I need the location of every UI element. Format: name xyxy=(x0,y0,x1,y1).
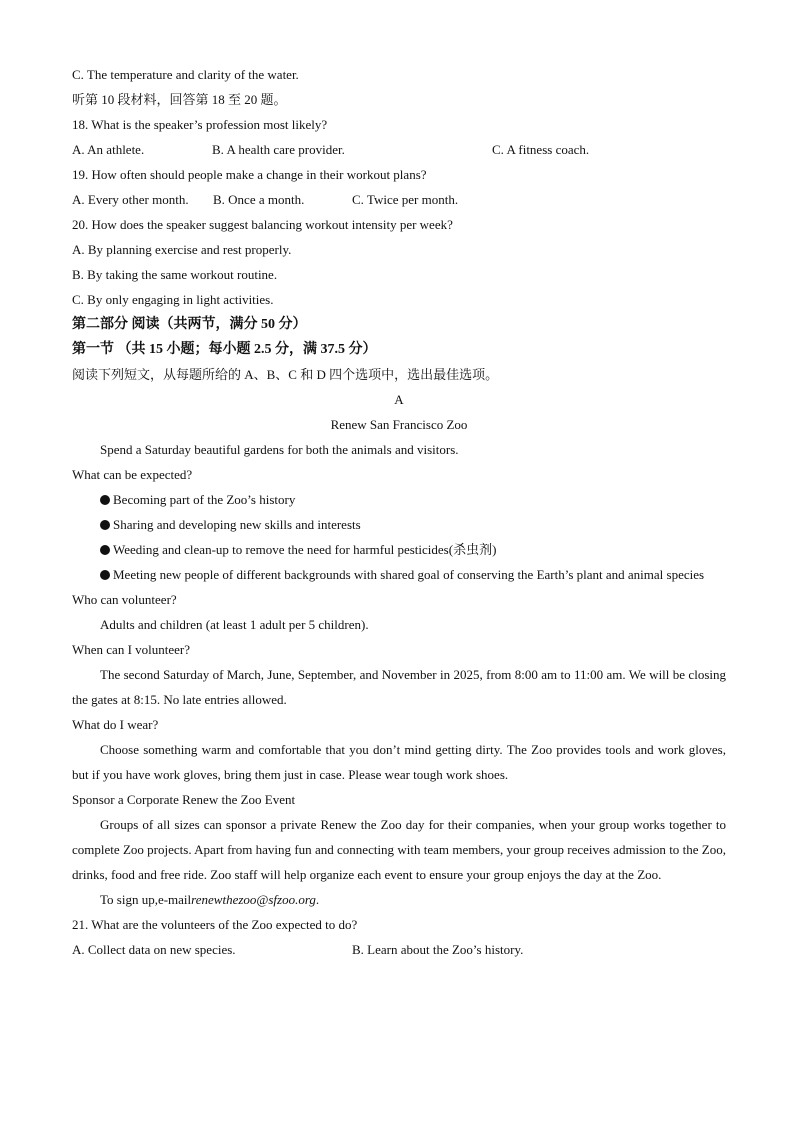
bullet-item: Becoming part of the Zoo’s history xyxy=(72,487,726,512)
q19-options xyxy=(72,187,726,212)
sponsor-text: Groups of all sizes can sponsor a private Renew the Zoo day for their companies, when your group works together to complete Zoo projects. Apart from having fun and connecting with team members, your group receives admission to the Zoo, drinks, food and free ride. Zoo staff will help organize each event to ensure your group enjoys the day at the Zoo. xyxy=(72,817,726,882)
passage-title: Renew San Francisco Zoo xyxy=(330,417,468,432)
bullet-item: Sharing and developing new skills and interests xyxy=(72,512,726,537)
expect-heading: What can be expected? xyxy=(72,467,193,482)
q21-options xyxy=(72,937,726,962)
section1-heading: 第一节 （共 15 小题；每小题 2.5 分，满 37.5 分） xyxy=(72,342,377,357)
q20-question: 20. How does the speaker suggest balancing workout intensity per week? xyxy=(72,217,453,232)
q21-option-a: A. Collect data on new species. xyxy=(72,942,236,957)
q20-option-b: B. By taking the same workout routine. xyxy=(72,267,278,282)
when-text: The second Saturday of March, June, September, and November in 2025, from 8:00 am to 11:00 am. We will be closing the gates at 8:15. No late entries allowed. xyxy=(72,667,726,707)
exam-page xyxy=(72,62,726,962)
q18-option-a: A. An athlete. xyxy=(72,142,145,157)
q17-option-c: C. The temperature and clarity of the water. xyxy=(72,67,299,82)
q18-options xyxy=(72,137,726,162)
reading-instruction: 阅读下列短文，从每题所给的 A、B、C 和 D 四个选项中，选出最佳选项。 xyxy=(72,367,499,382)
bullet-item: Meeting new people of different backgrounds with shared goal of conserving the Earth’s plant and animal species xyxy=(72,562,726,587)
signup-email-link[interactable]: renewthezoo@sfzoo.org xyxy=(191,892,316,907)
sponsor-heading: Sponsor a Corporate Renew the Zoo Event xyxy=(72,792,296,807)
q18-option-c: C. A fitness coach. xyxy=(492,142,590,157)
bullet-item: Weeding and clean-up to remove the need for harmful pesticides(杀虫剂) xyxy=(72,537,726,562)
q20-option-a: A. By planning exercise and rest properly. xyxy=(72,242,292,257)
wear-heading: What do I wear? xyxy=(72,717,159,732)
passage-intro: Spend a Saturday beautiful gardens for both the animals and visitors. xyxy=(100,442,459,457)
q21-option-b: B. Learn about the Zoo’s history. xyxy=(352,942,524,957)
who-heading: Who can volunteer? xyxy=(72,592,177,607)
q19-question: 19. How often should people make a change in their workout plans? xyxy=(72,167,427,182)
q20-option-c: C. By only engaging in light activities. xyxy=(72,292,274,307)
passage-letter: A xyxy=(394,392,404,407)
q18-option-b: B. A health care provider. xyxy=(212,142,345,157)
listening-section-intro: 听第 10 段材料，回答第 18 至 20 题。 xyxy=(72,92,287,107)
q19-option-b: B. Once a month. xyxy=(213,192,305,207)
bullet-dot-icon xyxy=(100,520,110,530)
part2-heading: 第二部分 阅读（共两节，满分 50 分） xyxy=(72,317,307,332)
bullet-dot-icon xyxy=(100,570,110,580)
bullet-dot-icon xyxy=(100,545,110,555)
q19-option-a: A. Every other month. xyxy=(72,192,189,207)
bullet-dot-icon xyxy=(100,495,110,505)
signup-line: To sign up,e-mailrenewthezoo@sfzoo.org. xyxy=(100,892,320,907)
who-text: Adults and children (at least 1 adult per 5 children). xyxy=(100,617,369,632)
q18-question: 18. What is the speaker’s profession most likely? xyxy=(72,117,328,132)
wear-text: Choose something warm and comfortable that you don’t mind getting dirty. The Zoo provides tools and work gloves, but if you have work gloves, bring them just in case. Please wear tough work shoes. xyxy=(72,742,726,782)
when-heading: When can I volunteer? xyxy=(72,642,191,657)
q21-question: 21. What are the volunteers of the Zoo expected to do? xyxy=(72,917,358,932)
q19-option-c: C. Twice per month. xyxy=(352,192,459,207)
